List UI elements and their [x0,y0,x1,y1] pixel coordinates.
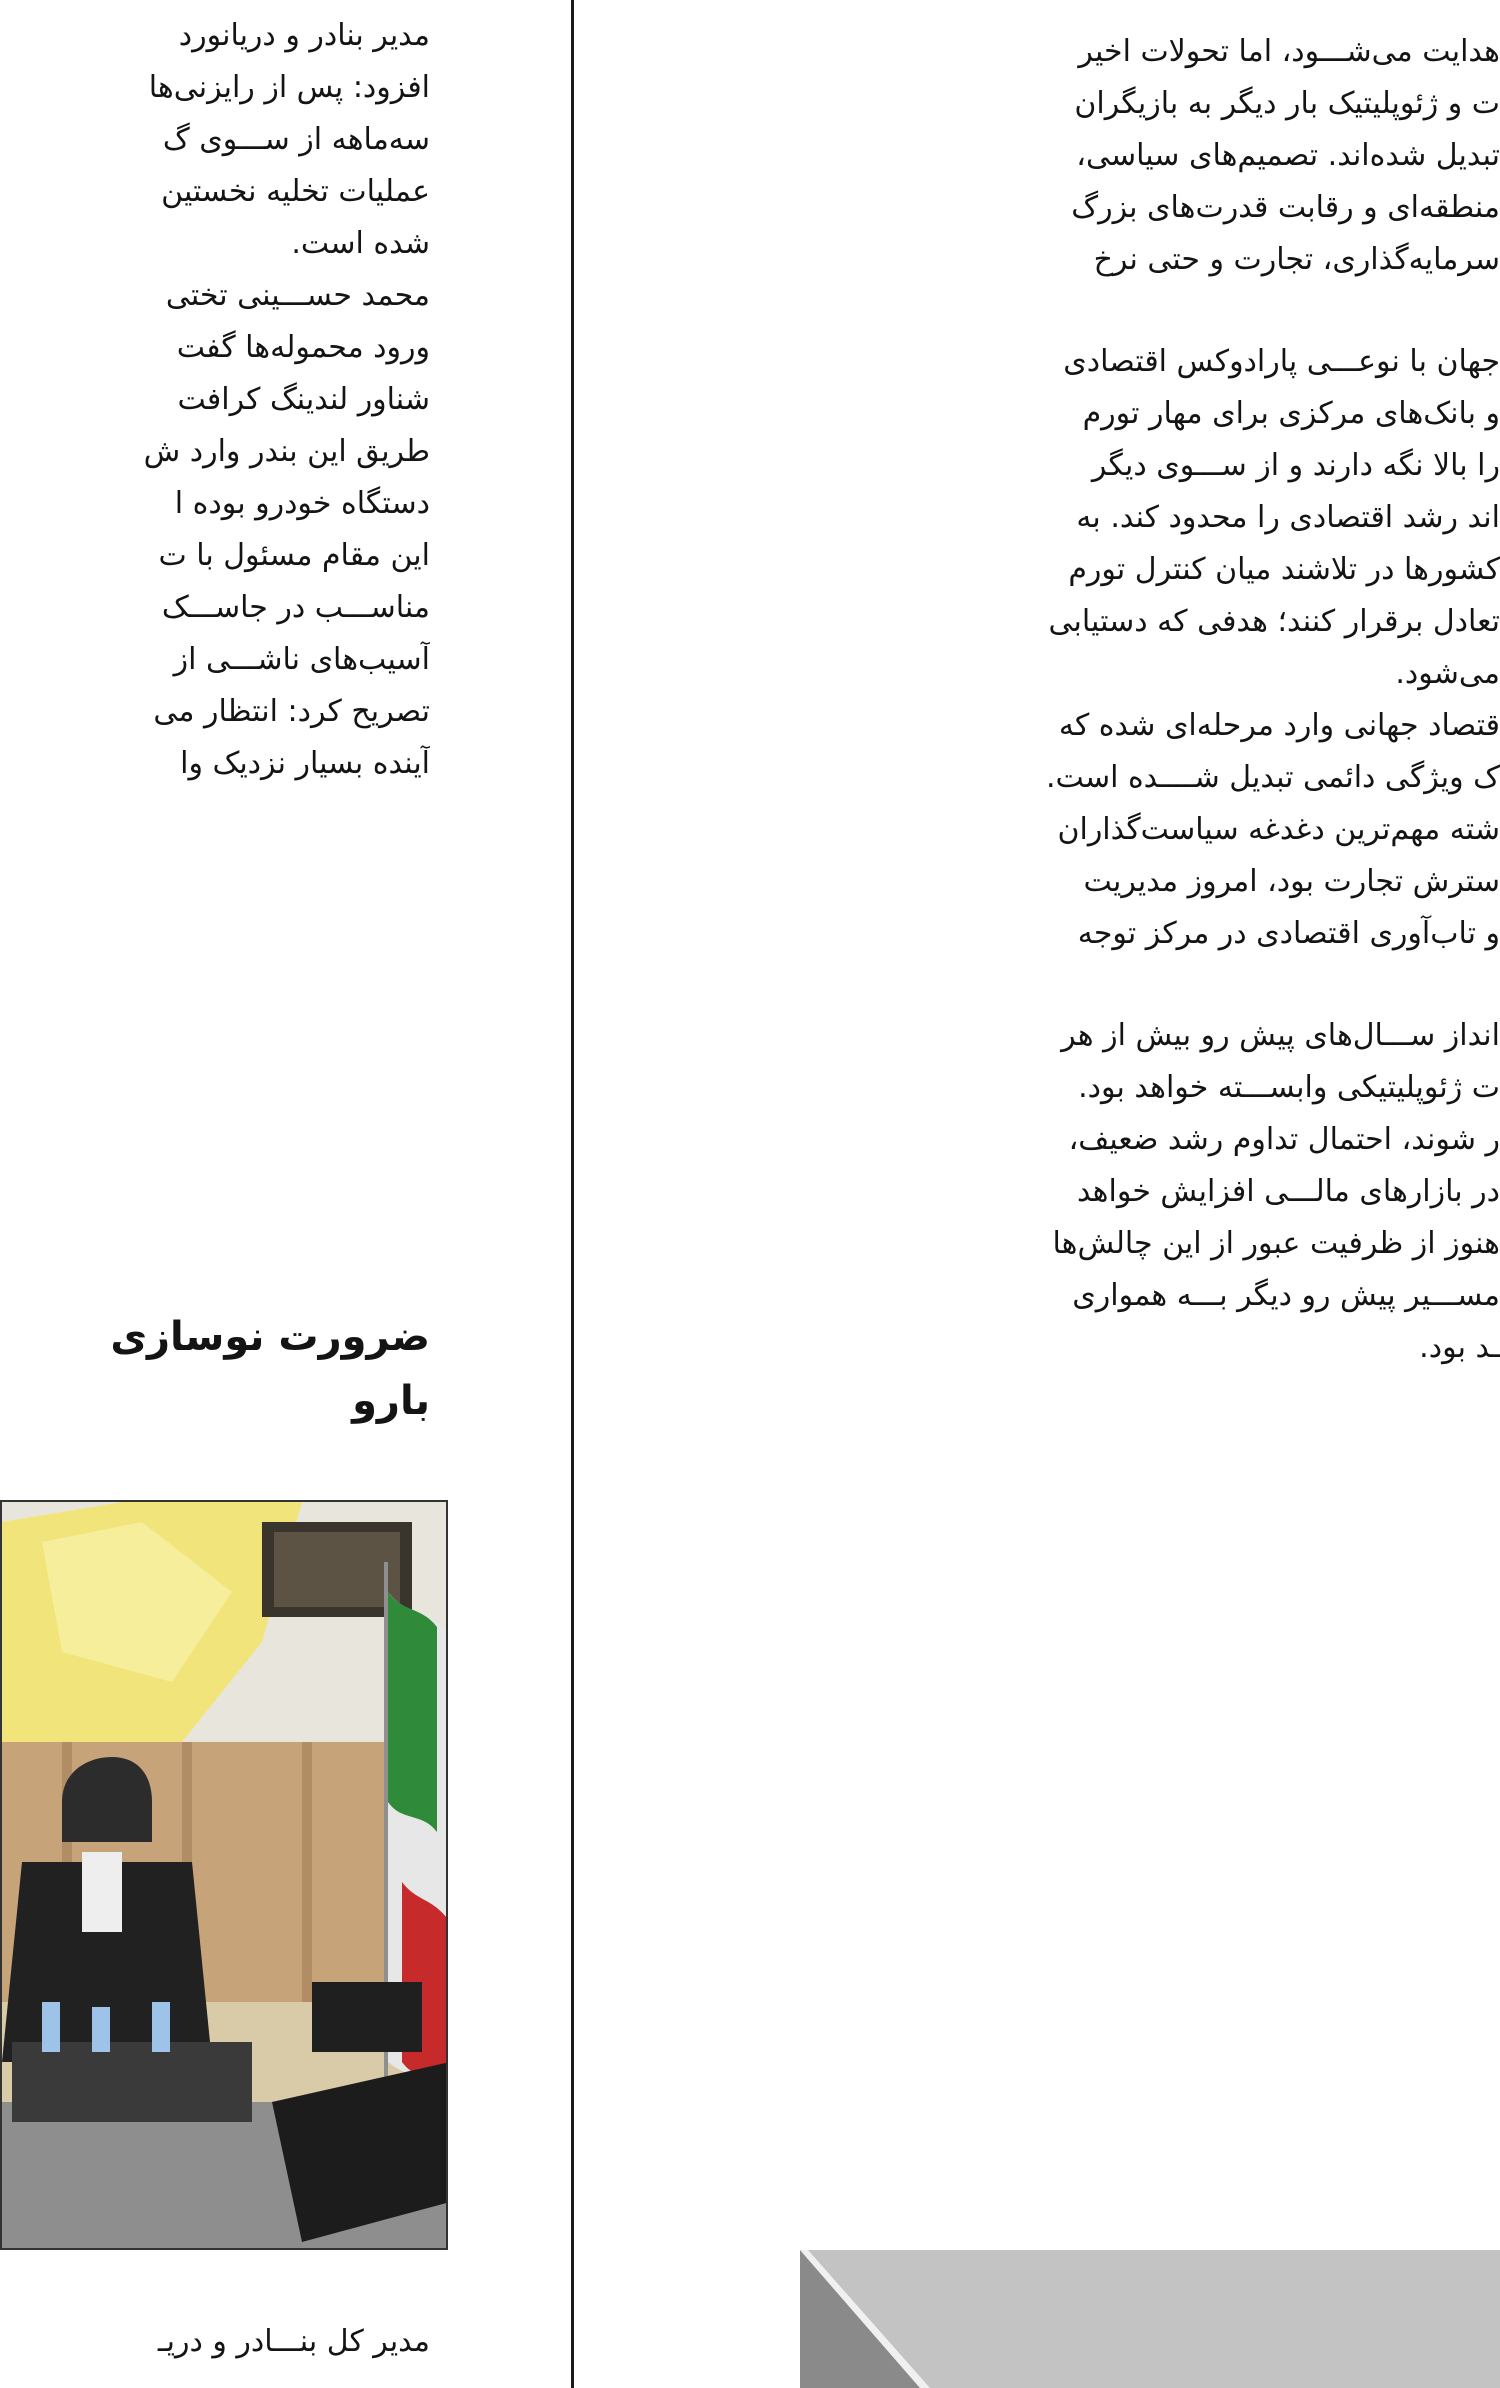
text-line: تعادل برقرار کنند؛ هدفی که دستیابی [1048,604,1500,639]
text-line: جهان با نوعـــی پارادوکس اقتصادی [1063,344,1500,379]
text-line: مناســـب در جاســـک [161,590,430,625]
headline-line: ضرورت نوسازی [110,1314,430,1360]
text-line: ت و ژئوپلیتیک بار دیگر به بازیگران [1074,86,1500,121]
text-line: سرمایه‌گذاری، تجارت و حتی نرخ [1093,242,1500,277]
text-line: و بانک‌های مرکزی برای مهار تورم [1082,396,1500,431]
right-column [800,0,1500,1374]
text-line: مدیر بنادر و دریانورد [178,18,430,53]
text-line: ر شوند، احتمال تداوم رشد ضعیف، [1068,1122,1500,1157]
text-line: طریق این بندر وارد ش [143,434,430,469]
text-line: مســـیر پیش رو دیگر بـــه همواری [1072,1278,1500,1313]
text-line: هدایت می‌شـــود، اما تحولات اخیر [1078,34,1500,69]
text-line: تصریح کرد: انتظار می [153,694,430,729]
text-line: آسیب‌های ناشـــی از [173,642,430,677]
text-line: شته مهم‌ترین دغدغه سیاست‌گذاران [1057,812,1500,847]
left-column [0,0,430,790]
text-line: این مقام مسئول با ت [158,538,430,573]
text-line: سترش تجارت بود، امروز مدیریت [1083,864,1500,899]
text-line: را بالا نگه دارند و از ســـوی دیگر [1091,448,1500,483]
headline-line: بارو [352,1378,430,1424]
text-line: هنوز از ظرفیت عبور از این چالش‌ها [1052,1226,1500,1261]
text-line: منطقه‌ای و رقابت قدرت‌های بزرگ [1071,190,1500,225]
text-line: شده است. [291,226,430,261]
article-headline [0,1305,430,1433]
text-line: عملیات تخلیه نخستین [161,174,430,209]
column-divider [571,0,574,2388]
text-line: در بازارهای مالـــی افزایش خواهد [1076,1174,1500,1209]
text-line: شناور لندینگ کرافت [177,382,430,417]
text-line: قتصاد جهانی وارد مرحله‌ای شده که [1058,708,1500,743]
gray-graphic-box [800,2250,1500,2388]
text-line: دستگاه خودرو بوده ا [174,486,430,521]
text-line: ورود محموله‌ها گفت [176,330,430,365]
text-line: ـد بود. [1419,1330,1500,1365]
text-line: ک ویژگی دائمی تبدیل شــــده است. [1045,760,1500,795]
text-line: اند رشد اقتصادی را محدود کند. به [1076,500,1500,535]
text-line: افزود: پس از رایزنی‌ها [148,70,430,105]
text-line: ت ژئوپلیتیکی وابســـته خواهد بود. [1078,1070,1500,1105]
news-photo [0,1500,448,2250]
text-line: آینده بسیار نزدیک وا [180,746,430,781]
text-line: تبدیل شده‌اند. تصمیم‌های سیاسی، [1076,138,1500,173]
text-line: انداز ســـال‌های پیش رو بیش از هر [1061,1018,1500,1053]
text-line: سه‌ماهه از ســـوی گ [162,122,430,157]
text-line: محمد حســـینی تختی [165,278,430,313]
text-line: و تاب‌آوری اقتصادی در مرکز توجه [1077,916,1500,951]
meeting-photo-illustration [2,1502,448,2250]
text-line: می‌شود. [1395,656,1500,691]
photo-caption: مدیر کل بنـــادر و دریـ [157,2324,430,2359]
corner-shape [800,2250,1500,2388]
text-line: کشورها در تلاشند میان کنترل تورم [1068,552,1500,587]
